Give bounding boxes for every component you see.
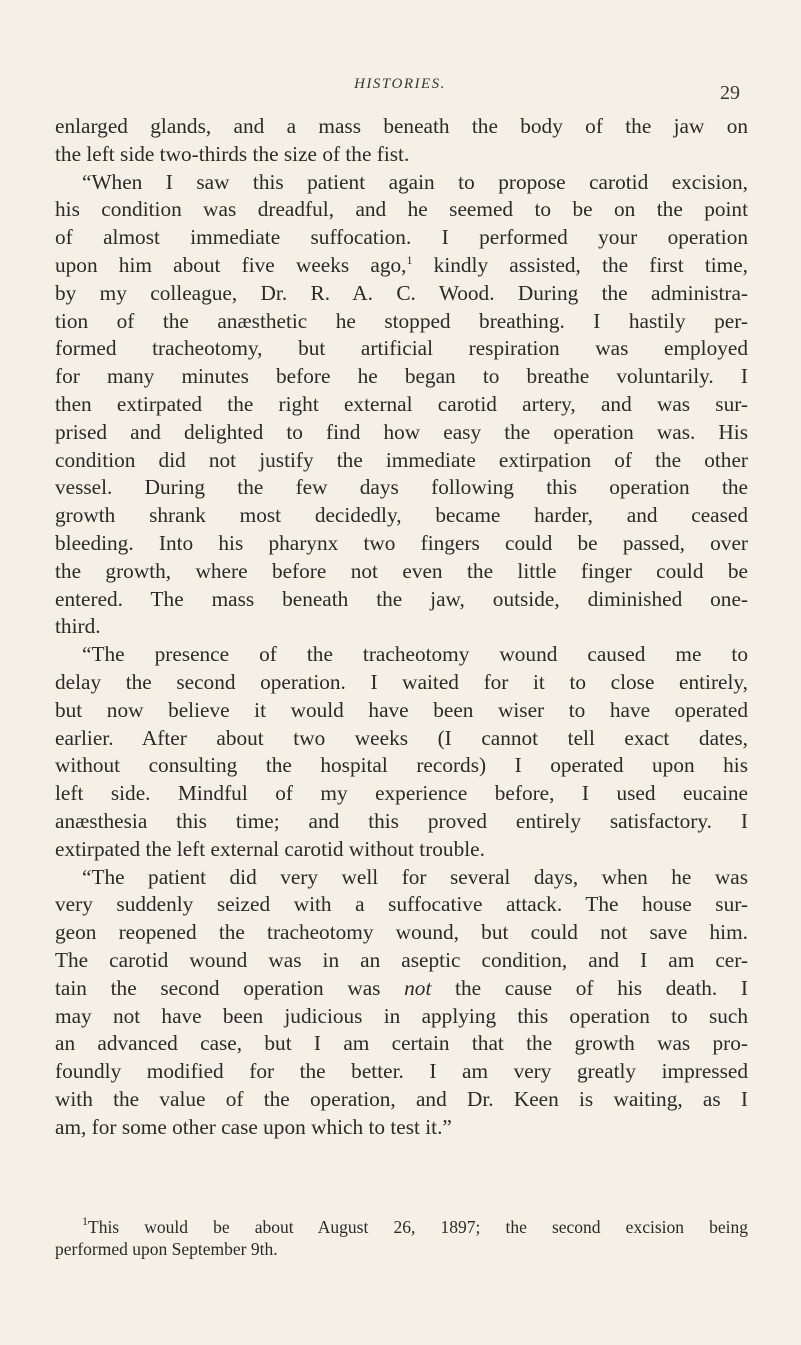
text-line: by my colleague, Dr. R. A. C. Wood. During the administra-: [55, 280, 748, 305]
text-line: vessel. During the few days following this operation the: [55, 475, 748, 500]
text-line: prised and delighted to find how easy the operation was. His: [55, 419, 748, 444]
text-line: “When I saw this patient again to propose carotid excision,: [82, 169, 748, 194]
text-span: kindly assisted, the first time,: [412, 252, 748, 277]
emphasis: not: [404, 975, 432, 1000]
text-line: his condition was dreadful, and he seemed to be on the point: [55, 197, 748, 222]
text-line: of almost immediate suffocation. I performed your operation: [55, 225, 748, 250]
text-line: may not have been judicious in applying this operation to such: [55, 1003, 748, 1028]
text-line: [55, 975, 748, 1003]
text-line: anæsthesia this time; and this proved entirely satisfactory. I: [55, 808, 748, 833]
text-line: tion of the anæsthetic he stopped breathing. I hastily per-: [55, 308, 748, 333]
text-line: the left side two-thirds the size of the fist.: [55, 141, 410, 166]
text-line: bleeding. Into his pharynx two fingers could be passed, over: [55, 530, 748, 555]
text-line: “The presence of the tracheotomy wound caused me to: [82, 642, 748, 667]
footnote-reference: 1: [406, 252, 413, 267]
footnote-line: [55, 1216, 748, 1238]
footnote-text: This would be about August 26, 1897; the second excision being: [88, 1217, 748, 1237]
text-line: geon reopened the tracheotomy wound, but could not save him.: [55, 920, 748, 945]
text-span: upon him about five weeks ago,: [55, 252, 407, 277]
text-span: the cause of his death. I: [431, 975, 748, 1000]
text-line: growth shrank most decidedly, became harder, and ceased: [55, 503, 748, 528]
text-line: am, for some other case upon which to test it.”: [55, 1114, 452, 1139]
text-line: left side. Mindful of my experience before, I used eucaine: [55, 781, 748, 806]
footnote-marker: 1: [82, 1214, 88, 1228]
text-line: foundly modified for the better. I am very greatly impressed: [55, 1059, 748, 1084]
text-line: an advanced case, but I am certain that the growth was pro-: [55, 1031, 748, 1056]
text-line: very suddenly seized with a suffocative attack. The house sur-: [55, 892, 748, 917]
text-line: enlarged glands, and a mass beneath the body of the jaw on: [55, 114, 748, 138]
text-line: the growth, where before not even the little finger could be: [55, 558, 748, 583]
footnote-line: performed upon September 9th.: [55, 1239, 278, 1259]
page-header: [60, 76, 740, 112]
text-line: without consulting the hospital records) I operated upon his: [55, 753, 748, 778]
text-span: tain the second operation was: [55, 975, 405, 1000]
text-line: delay the second operation. I waited for it to close entirely,: [55, 669, 748, 694]
page-number: 29: [720, 82, 740, 104]
text-line: with the value of the operation, and Dr. Keen is waiting, as I: [55, 1086, 748, 1111]
text-line: condition did not justify the immediate extirpation of the other: [55, 447, 748, 472]
text-line: for many minutes before he began to breathe voluntarily. I: [55, 364, 748, 389]
text-line: formed tracheotomy, but artificial respiration was employed: [55, 336, 748, 361]
text-line: [55, 252, 748, 280]
running-head: HISTORIES.: [354, 76, 446, 92]
text-line: third.: [55, 614, 101, 639]
text-line: The carotid wound was in an aseptic condition, and I am cer-: [55, 947, 748, 972]
text-line: earlier. After about two weeks (I cannot tell exact dates,: [55, 725, 748, 750]
footnote: [55, 1216, 748, 1260]
text-line: but now believe it would have been wiser to have operated: [55, 697, 748, 722]
text-line: entered. The mass beneath the jaw, outside, diminished one-: [55, 586, 748, 611]
text-line: extirpated the left external carotid without trouble.: [55, 836, 485, 861]
text-line: then extirpated the right external carotid artery, and was sur-: [55, 391, 748, 416]
text-line: “The patient did very well for several days, when he was: [82, 864, 748, 889]
body-text: [55, 113, 748, 1141]
